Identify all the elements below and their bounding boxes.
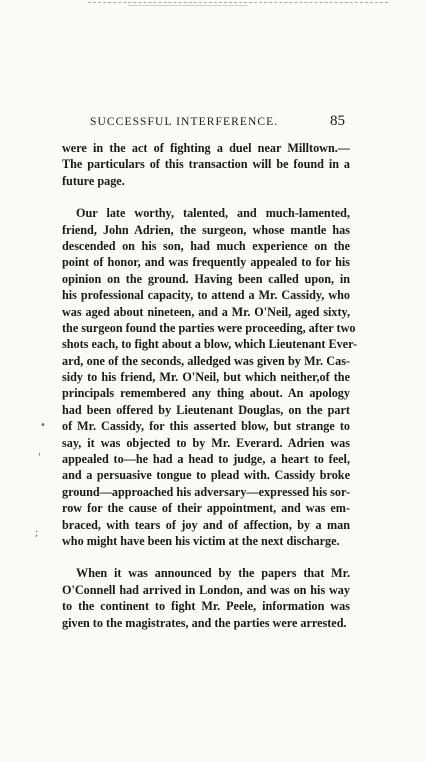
text-line: Our late worthy, talented, and much-lamented, — [76, 206, 350, 221]
running-title: SUCCESSFUL INTERFERENCE. — [90, 116, 279, 128]
text-line: given to the magistrates, and the parties were arrested. — [62, 615, 347, 630]
text-line: future page. — [62, 173, 125, 188]
margin-speck: ; — [35, 528, 39, 539]
paragraph — [62, 565, 350, 631]
text-line: of Mr. Cassidy, for this asserted blow, but strange to — [62, 419, 350, 434]
text-line: point of honor, and was frequently appealed to for his — [62, 255, 350, 270]
body-text — [62, 140, 358, 631]
text-line: and a persuasive tongue to plead with. Cassidy broke — [62, 468, 350, 483]
text-line: principals remembered any thing about. An apology — [62, 386, 350, 401]
text-line: braced, with tears of joy and of affection, by a man — [62, 517, 350, 532]
text-line: had been offered by Lieutenant Douglas, on the part — [62, 402, 350, 417]
running-head — [0, 113, 425, 133]
text-line: ground—approached his adversary—expressed his sor- — [62, 484, 351, 499]
text-line: were in the act of fighting a duel near Milltown.— — [62, 141, 350, 155]
text-line: opinion on the ground. Having been called upon, in — [62, 271, 350, 286]
text-line: The particulars of this transaction will be found in a — [62, 157, 350, 172]
text-line: descended on his son, had much experience on the — [62, 238, 350, 253]
top-edge-rule — [88, 2, 388, 8]
text-line: friend, John Adrien, the surgeon, whose mantle has — [62, 222, 350, 237]
text-line: who might have been his victim at the next discharge. — [62, 533, 340, 548]
text-line: appealed to—he had a head to judge, a heart to feel, — [62, 452, 350, 467]
text-line: When it was announced by the papers that Mr. — [76, 566, 350, 581]
paragraph — [62, 205, 358, 549]
text-line: say, it was objected to by Mr. Everard. Adrien was — [62, 435, 350, 450]
text-line: shots each, to fight about a blow, which Lieutenant Ever- — [62, 337, 358, 352]
page-number: 85 — [330, 113, 345, 129]
text-line: to the continent to fight Mr. Peele, information was — [62, 599, 350, 614]
text-line: his professional capacity, to attend a Mr. Cassidy, who — [62, 288, 350, 303]
text-line: the surgeon found the parties were proceeding, after two — [62, 320, 356, 335]
text-line: O'Connell had arrived in London, and was on his way — [62, 582, 350, 597]
text-line: ard, one of the seconds, alledged was given by Mr. Cas- — [62, 353, 350, 368]
paragraph — [62, 140, 350, 189]
text-line: row for the cause of their appointment, and was em- — [62, 501, 350, 516]
text-line: sidy to his friend, Mr. O'Neil, but which neither,of the — [62, 370, 350, 385]
text-line: was aged about nineteen, and a Mr. O'Neil, aged sixty, — [62, 304, 350, 319]
margin-speck: ' — [38, 452, 41, 463]
margin-speck: • — [40, 420, 46, 431]
